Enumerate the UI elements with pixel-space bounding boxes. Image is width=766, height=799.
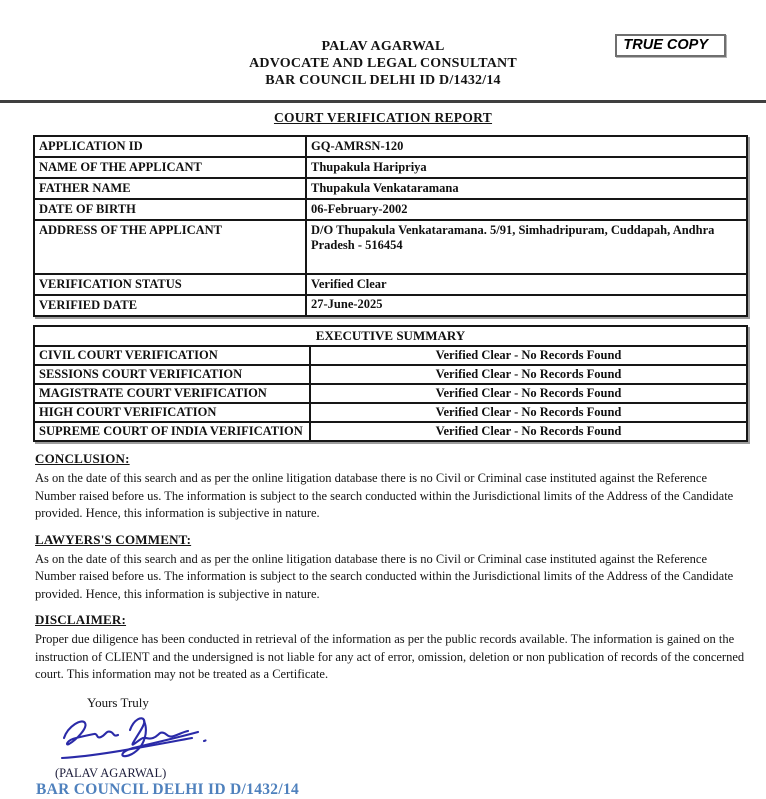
court-result: Verified Clear - No Records Found [310, 403, 747, 422]
field-label: FATHER NAME [34, 178, 306, 199]
table-row [34, 403, 747, 422]
field-value: Thupakula Haripriya [306, 157, 747, 178]
section-heading: LAWYERS'S COMMENT: [35, 531, 192, 547]
table-row [34, 220, 747, 274]
table-row [34, 365, 747, 384]
table-header-row [34, 326, 747, 346]
field-label: APPLICATION ID [34, 136, 306, 157]
section-heading: CONCLUSION: [35, 451, 130, 466]
table-row [34, 422, 747, 441]
field-value: GQ-AMRSN-120 [306, 136, 747, 157]
closing-line: Yours Truly [87, 694, 149, 710]
field-value: Verified Clear [306, 274, 747, 295]
field-value: D/O Thupakula Venkataramana. 5/91, Simhadripuram, Cuddapah, Andhra Pradesh - 516454 [306, 220, 747, 274]
disclaimer-section [35, 612, 747, 684]
table-row [34, 136, 747, 157]
advocate-name: PALAV AGARWAL [321, 39, 445, 54]
executive-summary-table [33, 325, 748, 442]
signature-ink [58, 714, 216, 766]
court-label: CIVIL COURT VERIFICATION [34, 346, 310, 365]
court-label: MAGISTRATE COURT VERIFICATION [34, 384, 310, 403]
signature [58, 714, 766, 766]
table-row [34, 157, 747, 178]
conclusion-section [35, 451, 747, 523]
field-label: ADDRESS OF THE APPLICANT [34, 220, 306, 274]
advocate-designation: ADVOCATE AND LEGAL CONSULTANT [249, 56, 517, 71]
table-row [34, 346, 747, 365]
true-copy-stamp: TRUE COPY [615, 34, 726, 57]
court-result: Verified Clear - No Records Found [310, 346, 747, 365]
field-label: DATE OF BIRTH [34, 199, 306, 220]
lawyers-comment-section [35, 532, 747, 604]
field-value: 06-February-2002 [306, 199, 747, 220]
section-body: As on the date of this search and as per the online litigation database there is no Civil or Criminal case instituted against the Reference Number raised before us. The information is subject to the search conducted within the Jurisdictional limits of the Address of the Candidate provided. Hence, this information is subjective in nature. [35, 551, 734, 601]
field-label: VERIFIED DATE [34, 295, 306, 316]
table-row [34, 274, 747, 295]
court-label: SUPREME COURT OF INDIA VERIFICATION [34, 422, 310, 441]
footer-bar-council-id: BAR COUNCIL DELHI ID D/1432/14 [36, 780, 300, 798]
section-body: Proper due diligence has been conducted in retrieval of the information as per the public records available. The information is gained on the instruction of CLIENT and the undersigned is not liable for any act of error, omission, deletion or non publication of records of the concerned court. This information may not be treated as a Certificate. [35, 632, 745, 681]
section-body: As on the date of this search and as per the online litigation database there is no Civil or Criminal case instituted against the Reference Number raised before us. The information is subject to the search conducted within the Jurisdictional limits of the Address of the Candidate provided. Hence, this information is subjective in nature. [35, 471, 734, 520]
bar-council-id: BAR COUNCIL DELHI ID D/1432/14 [265, 73, 501, 88]
page-title: COURT VERIFICATION REPORT [273, 110, 493, 125]
court-result: Verified Clear - No Records Found [310, 422, 747, 441]
table-row [34, 384, 747, 403]
field-label: VERIFICATION STATUS [34, 274, 306, 295]
summary-title: EXECUTIVE SUMMARY [34, 326, 747, 346]
court-label: SESSIONS COURT VERIFICATION [34, 365, 310, 384]
header-divider [0, 100, 766, 103]
court-result: Verified Clear - No Records Found [310, 365, 747, 384]
table-row [34, 199, 747, 220]
field-value: 27-June-2025 [306, 295, 747, 316]
field-label: NAME OF THE APPLICANT [34, 157, 306, 178]
section-heading: DISCLAIMER: [35, 612, 127, 627]
court-label: HIGH COURT VERIFICATION [34, 403, 310, 422]
applicant-details-table [33, 135, 748, 317]
table-row [34, 295, 747, 316]
signatory-name: (PALAV AGARWAL) [55, 765, 167, 780]
field-value: Thupakula Venkataramana [306, 178, 747, 199]
court-result: Verified Clear - No Records Found [310, 384, 747, 403]
table-row [34, 178, 747, 199]
